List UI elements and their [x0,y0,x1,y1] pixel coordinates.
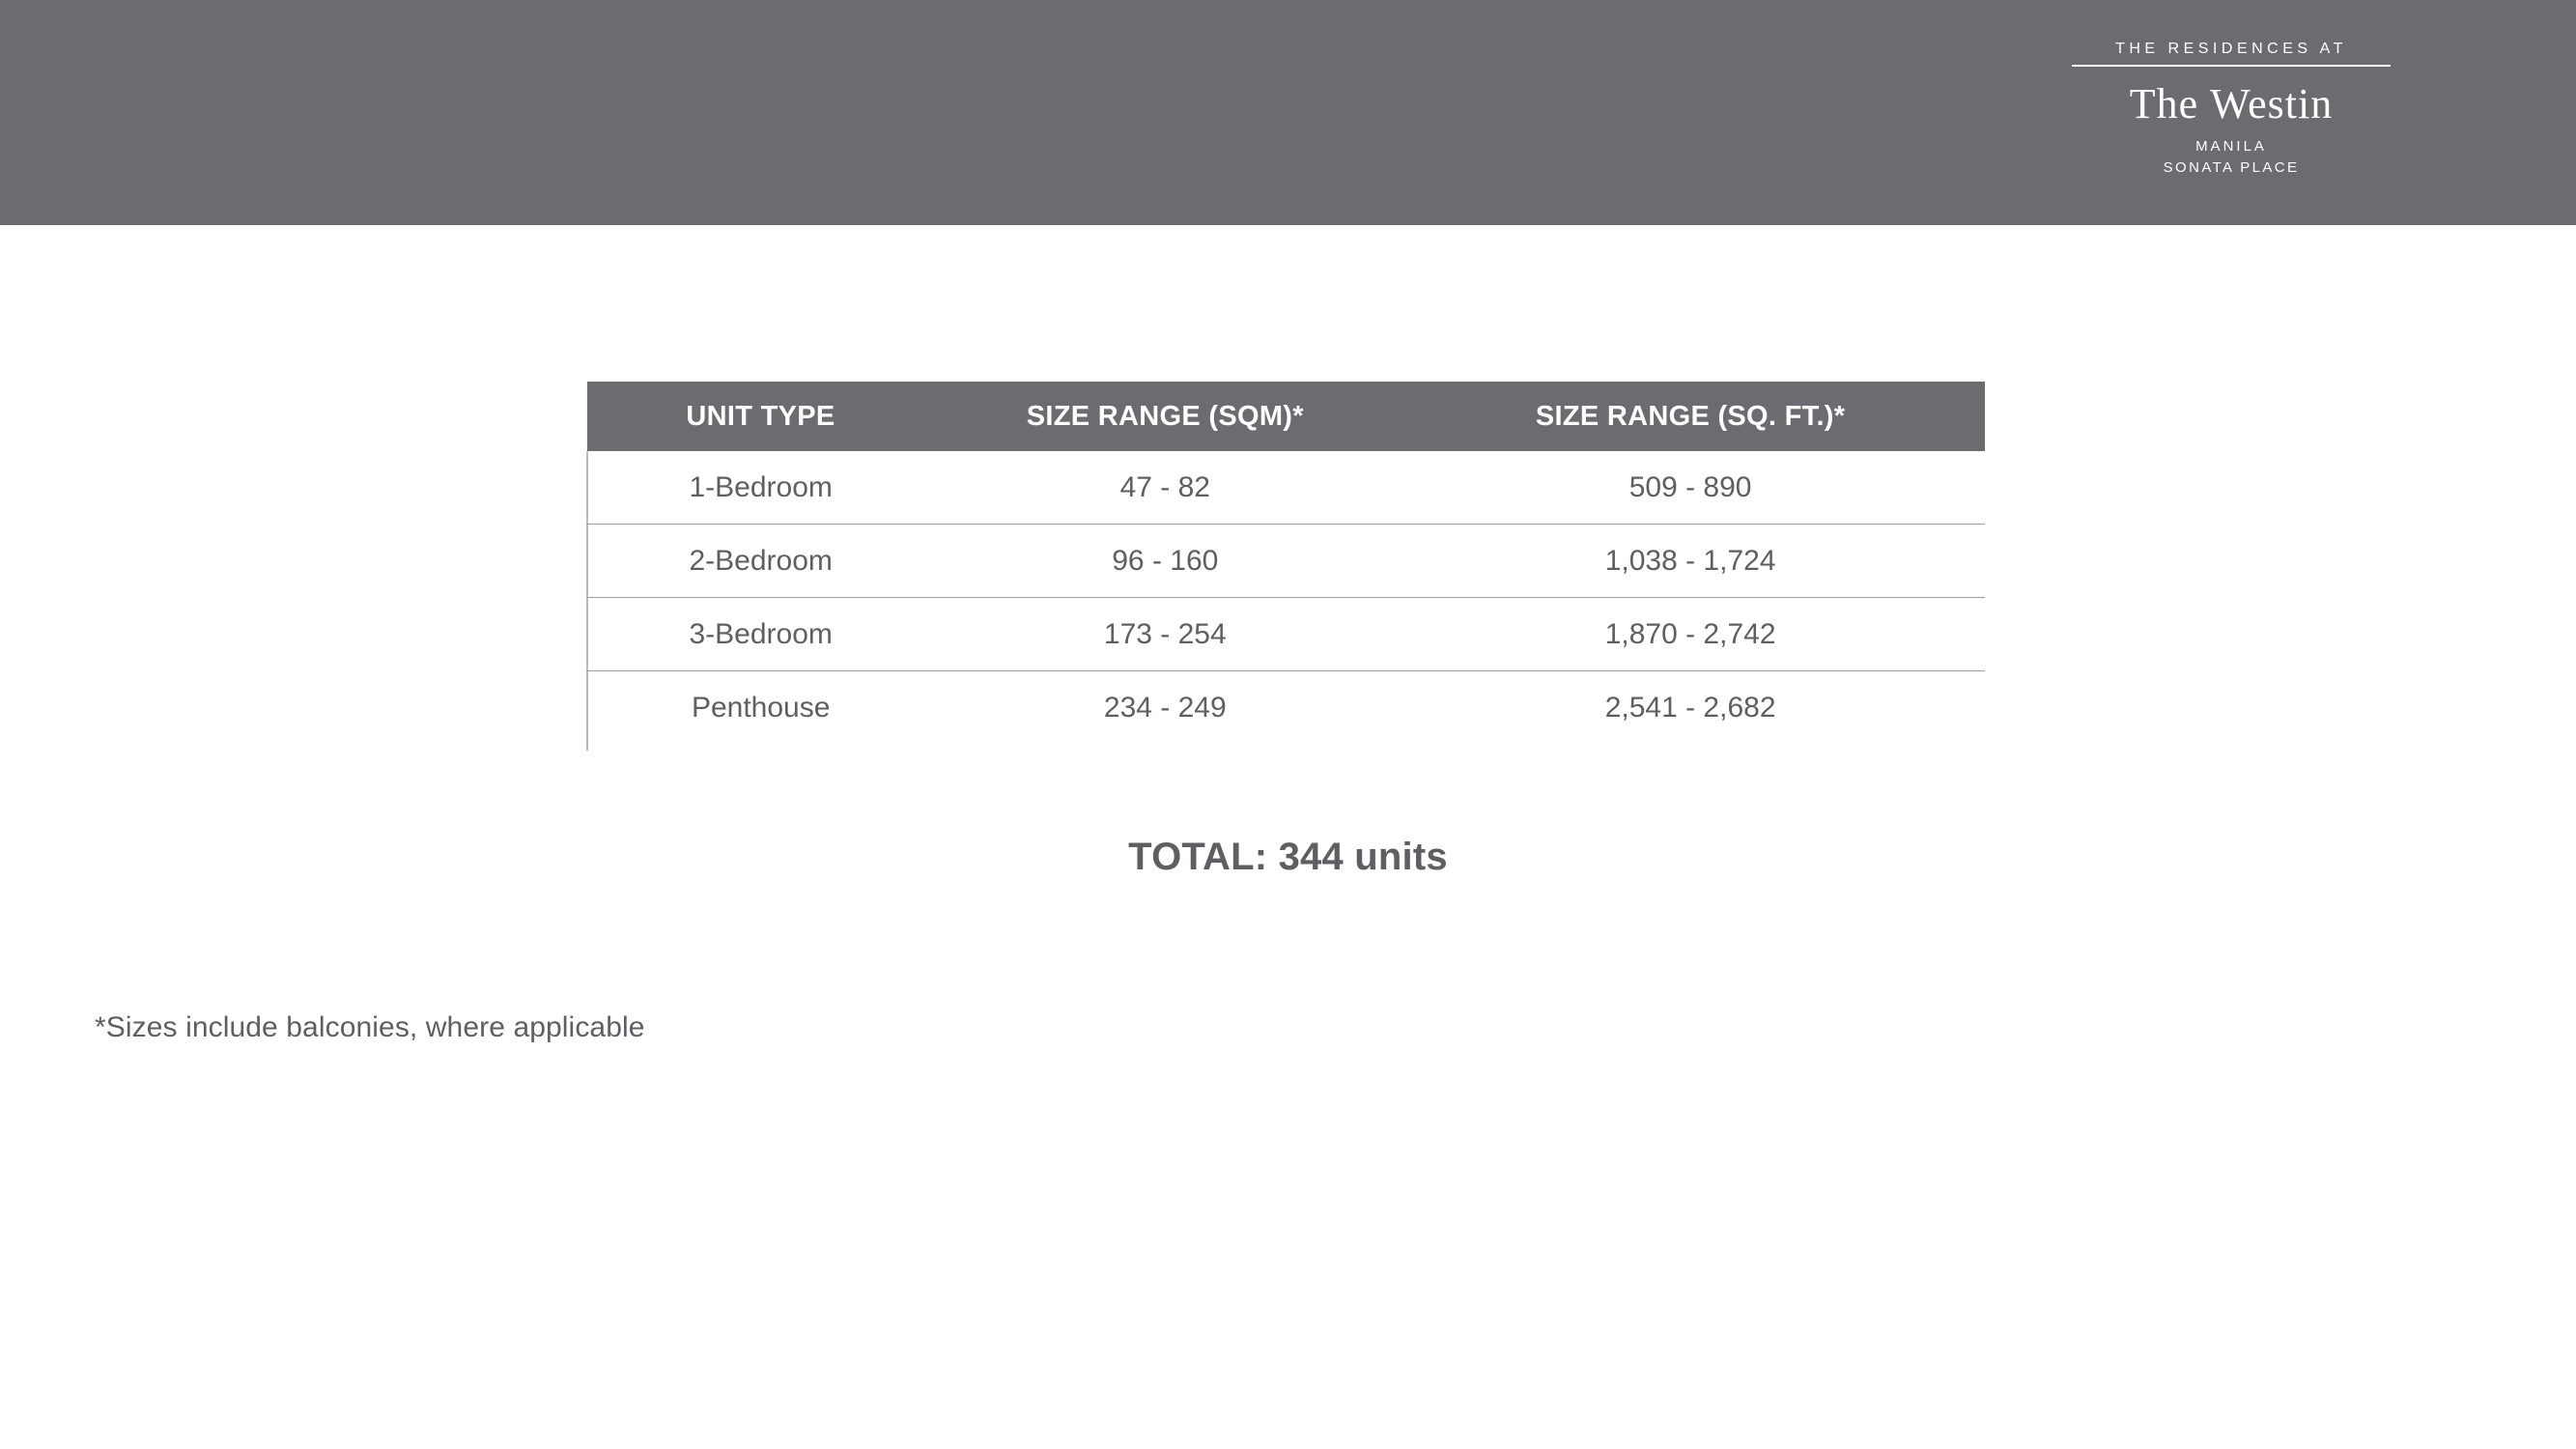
table-row [587,451,1986,525]
cell-size-sqft: 1,870 - 2,742 [1396,598,1985,671]
table-row [587,598,1986,671]
total-units-label: TOTAL: 344 units [1128,836,1448,878]
cell-unit-type: 2-Bedroom [587,525,935,598]
cell-size-sqm: 47 - 82 [934,451,1396,525]
cell-size-sqm: 234 - 249 [1103,691,1227,724]
cell-size-sqm: 173 - 254 [934,598,1396,671]
brand-logo [2072,41,2391,176]
brand-eyebrow: THE RESIDENCES AT [2072,41,2391,67]
header-band [0,0,2576,225]
column-header-size-sqm: SIZE RANGE (SQM)* [934,382,1396,451]
cell-size-sqft: 1,038 - 1,724 [1396,525,1985,598]
footnote: *Sizes include balconies, where applicable [95,1011,645,1043]
cell-unit-type: Penthouse [587,671,935,745]
unit-mix-table [586,382,1985,744]
brand-city: MANILA [2195,138,2267,155]
brand-subtitle: SONATA PLACE [2163,159,2300,176]
brand-name-the: The [2129,80,2199,128]
column-header-unit-type: UNIT TYPE [587,382,935,451]
brand-name-westin: Westin [2210,80,2334,128]
table-row [587,525,1986,598]
table-header-row [587,382,1986,451]
cell-size-sqft: 2,541 - 2,682 [1604,691,1776,724]
brand-name [2072,79,2391,128]
column-header-size-sqft: SIZE RANGE (SQ. FT.)* [1396,382,1985,451]
cell-unit-type: 3-Bedroom [587,598,935,671]
cell-size-sqm: 96 - 160 [934,525,1396,598]
cell-unit-type: 1-Bedroom [587,451,935,525]
table-row [587,671,1986,745]
cell-size-sqft: 509 - 890 [1396,451,1985,525]
